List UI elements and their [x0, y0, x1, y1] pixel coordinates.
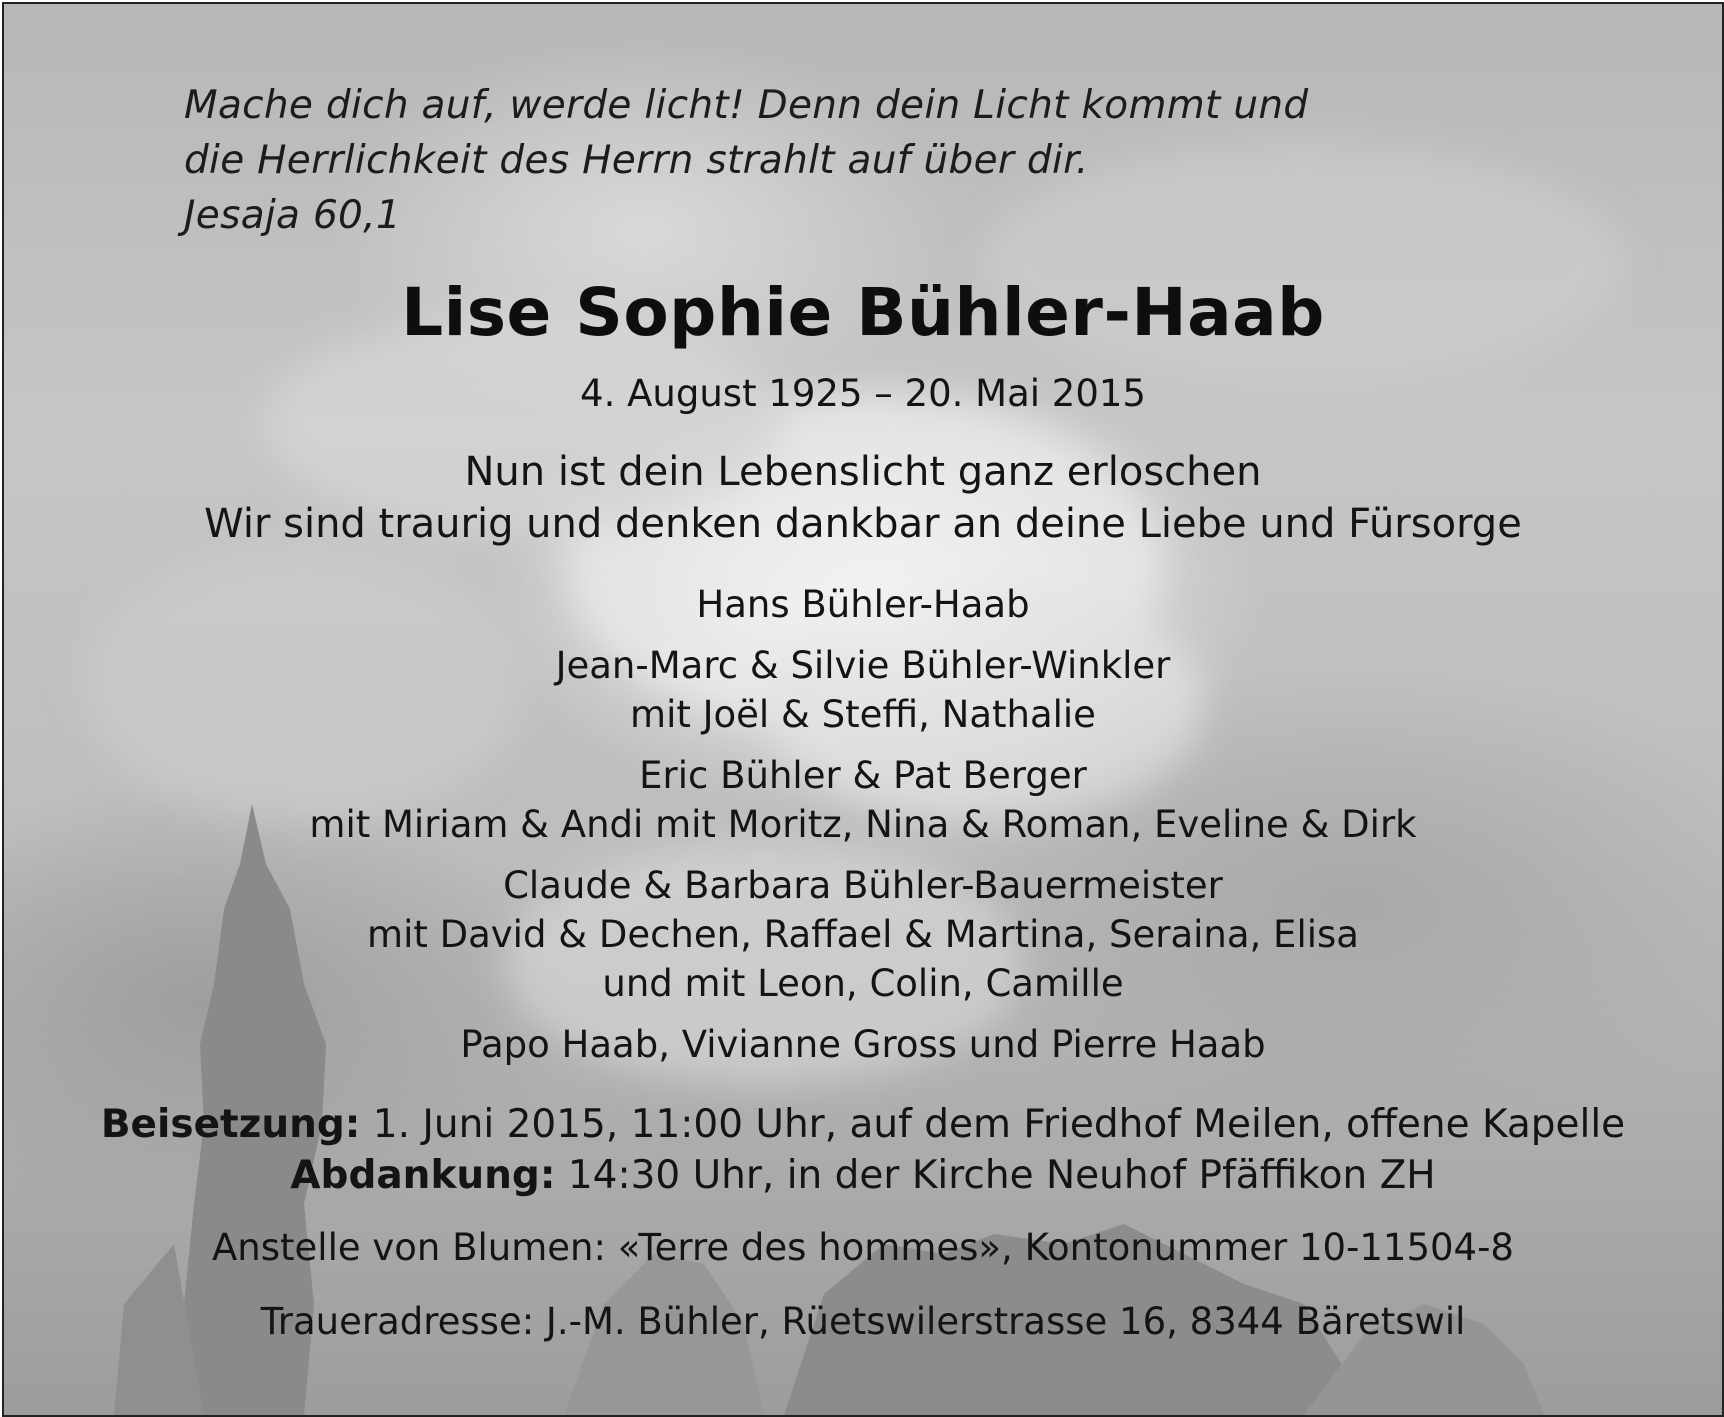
- verse-line: Mache dich auf, werde licht! Denn dein Licht kommt und: [184, 83, 1309, 128]
- motto-line: Wir sind traurig und denken dankbar an deine Liebe und Fürsorge: [204, 501, 1522, 547]
- service-details: [4, 1099, 1722, 1201]
- family-line: Jean-Marc & Silvie Bühler-Winkler: [555, 644, 1171, 687]
- memorial-label: Abdankung:: [290, 1153, 556, 1198]
- family-group: [4, 580, 1722, 629]
- family-list: [4, 580, 1722, 1081]
- family-line: mit Miriam & Andi mit Moritz, Nina & Roman, Eveline & Dirk: [309, 803, 1417, 846]
- motto-line: Nun ist dein Lebenslicht ganz erloschen: [464, 449, 1262, 495]
- verse-line: die Herrlichkeit des Herrn strahlt auf über dir.: [184, 138, 1089, 183]
- burial-text: 1. Juni 2015, 11:00 Uhr, auf dem Friedhof Meilen, offene Kapelle: [360, 1102, 1626, 1147]
- family-group: [4, 1020, 1722, 1069]
- burial-label: Beisetzung:: [100, 1102, 361, 1147]
- burial-info: [4, 1099, 1722, 1150]
- family-line: Hans Bühler-Haab: [696, 583, 1030, 626]
- memorial-text: 14:30 Uhr, in der Kirche Neuhof Pfäffikon ZH: [555, 1153, 1436, 1198]
- family-line: Eric Bühler & Pat Berger: [639, 754, 1087, 797]
- memorial-motto: [4, 446, 1722, 550]
- family-line: Claude & Barbara Bühler-Bauermeister: [503, 864, 1223, 907]
- obituary-notice: [2, 2, 1724, 1417]
- family-group: [4, 861, 1722, 1008]
- family-group: [4, 641, 1722, 739]
- verse-reference: Jesaja 60,1: [184, 193, 401, 238]
- notice-content: [4, 4, 1722, 1415]
- family-line: Papo Haab, Vivianne Gross und Pierre Haab: [460, 1023, 1266, 1066]
- family-line: mit Joël & Steffi, Nathalie: [630, 693, 1096, 736]
- bible-verse: [184, 78, 1308, 243]
- mourning-address: Traueradresse: J.-M. Bühler, Rüetswilerstrasse 16, 8344 Bäretswil: [260, 1300, 1466, 1343]
- deceased-name: Lise Sophie Bühler-Haab: [401, 274, 1325, 351]
- life-dates: 4. August 1925 – 20. Mai 2015: [580, 372, 1146, 415]
- family-line: und mit Leon, Colin, Camille: [602, 962, 1124, 1005]
- family-group: [4, 751, 1722, 849]
- donation-note: Anstelle von Blumen: «Terre des hommes», Kontonummer 10-11504-8: [212, 1226, 1514, 1269]
- memorial-info: [4, 1150, 1722, 1201]
- family-line: mit David & Dechen, Raffael & Martina, Seraina, Elisa: [367, 913, 1359, 956]
